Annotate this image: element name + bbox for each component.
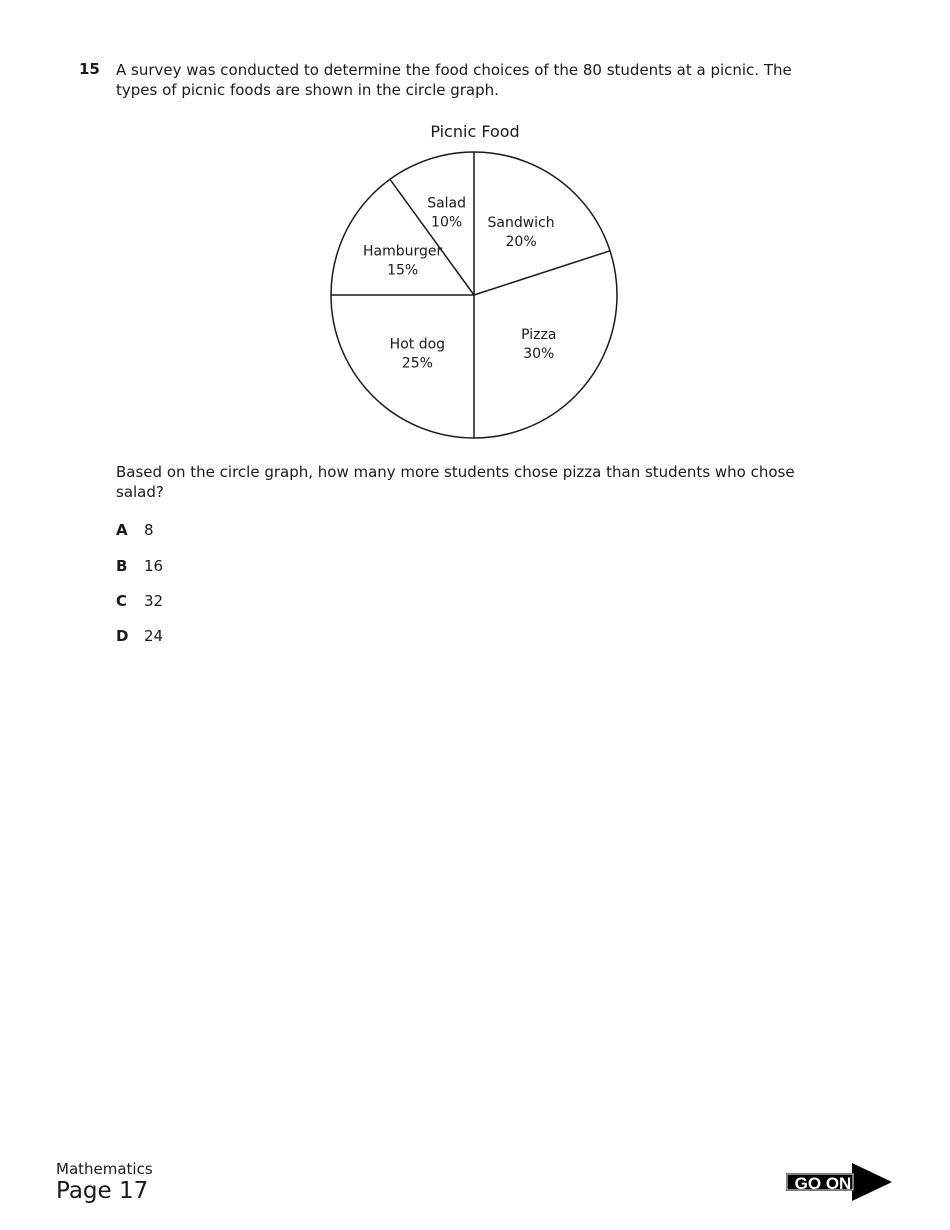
go-on-label: GO ON	[794, 1174, 852, 1193]
footer-subject: Mathematics	[56, 1160, 153, 1178]
answer-choice-b[interactable]	[116, 556, 163, 576]
chart-title: Picnic Food	[430, 122, 520, 141]
answer-choice-c[interactable]	[116, 591, 163, 611]
answer-choice-a[interactable]	[116, 520, 154, 540]
choice-value: 8	[144, 521, 154, 539]
answer-choice-d[interactable]	[116, 626, 163, 646]
pie-slice-hamburger-label: Hamburger	[363, 243, 443, 260]
pie-slice-sandwich-value: 20%	[505, 234, 537, 251]
pie-chart	[300, 118, 650, 448]
choice-value: 24	[144, 627, 164, 645]
choice-letter: C	[116, 592, 128, 610]
pie-slice-pizza-label: Pizza	[521, 327, 557, 344]
question-prompt: Based on the circle graph, how many more students chose pizza than students who chose salad?	[116, 463, 795, 501]
page-number: Page 17	[56, 1178, 149, 1204]
choice-letter: A	[116, 521, 128, 539]
question-number: 15	[79, 60, 100, 78]
pie-slice-salad-value: 10%	[431, 214, 463, 231]
choice-letter: D	[116, 627, 129, 645]
choice-value: 16	[144, 557, 164, 575]
question-stem: A survey was conducted to determine the food choices of the 80 students at a picnic. The types of picnic foods are shown in the circle graph.	[116, 61, 792, 99]
pie-slice-hot-dog-label: Hot dog	[389, 336, 446, 353]
pie-slice-salad-label: Salad	[427, 195, 467, 212]
go-on-badge	[786, 1163, 894, 1201]
pie-slice-sandwich-label: Sandwich	[487, 215, 555, 232]
pie-chart-svg	[300, 118, 650, 448]
pie-slice-hot-dog-value: 25%	[401, 355, 433, 372]
pie-slice-pizza-value: 30%	[523, 346, 555, 363]
choice-letter: B	[116, 557, 128, 575]
choice-value: 32	[144, 592, 164, 610]
pie-slice-hamburger-value: 15%	[387, 262, 419, 279]
